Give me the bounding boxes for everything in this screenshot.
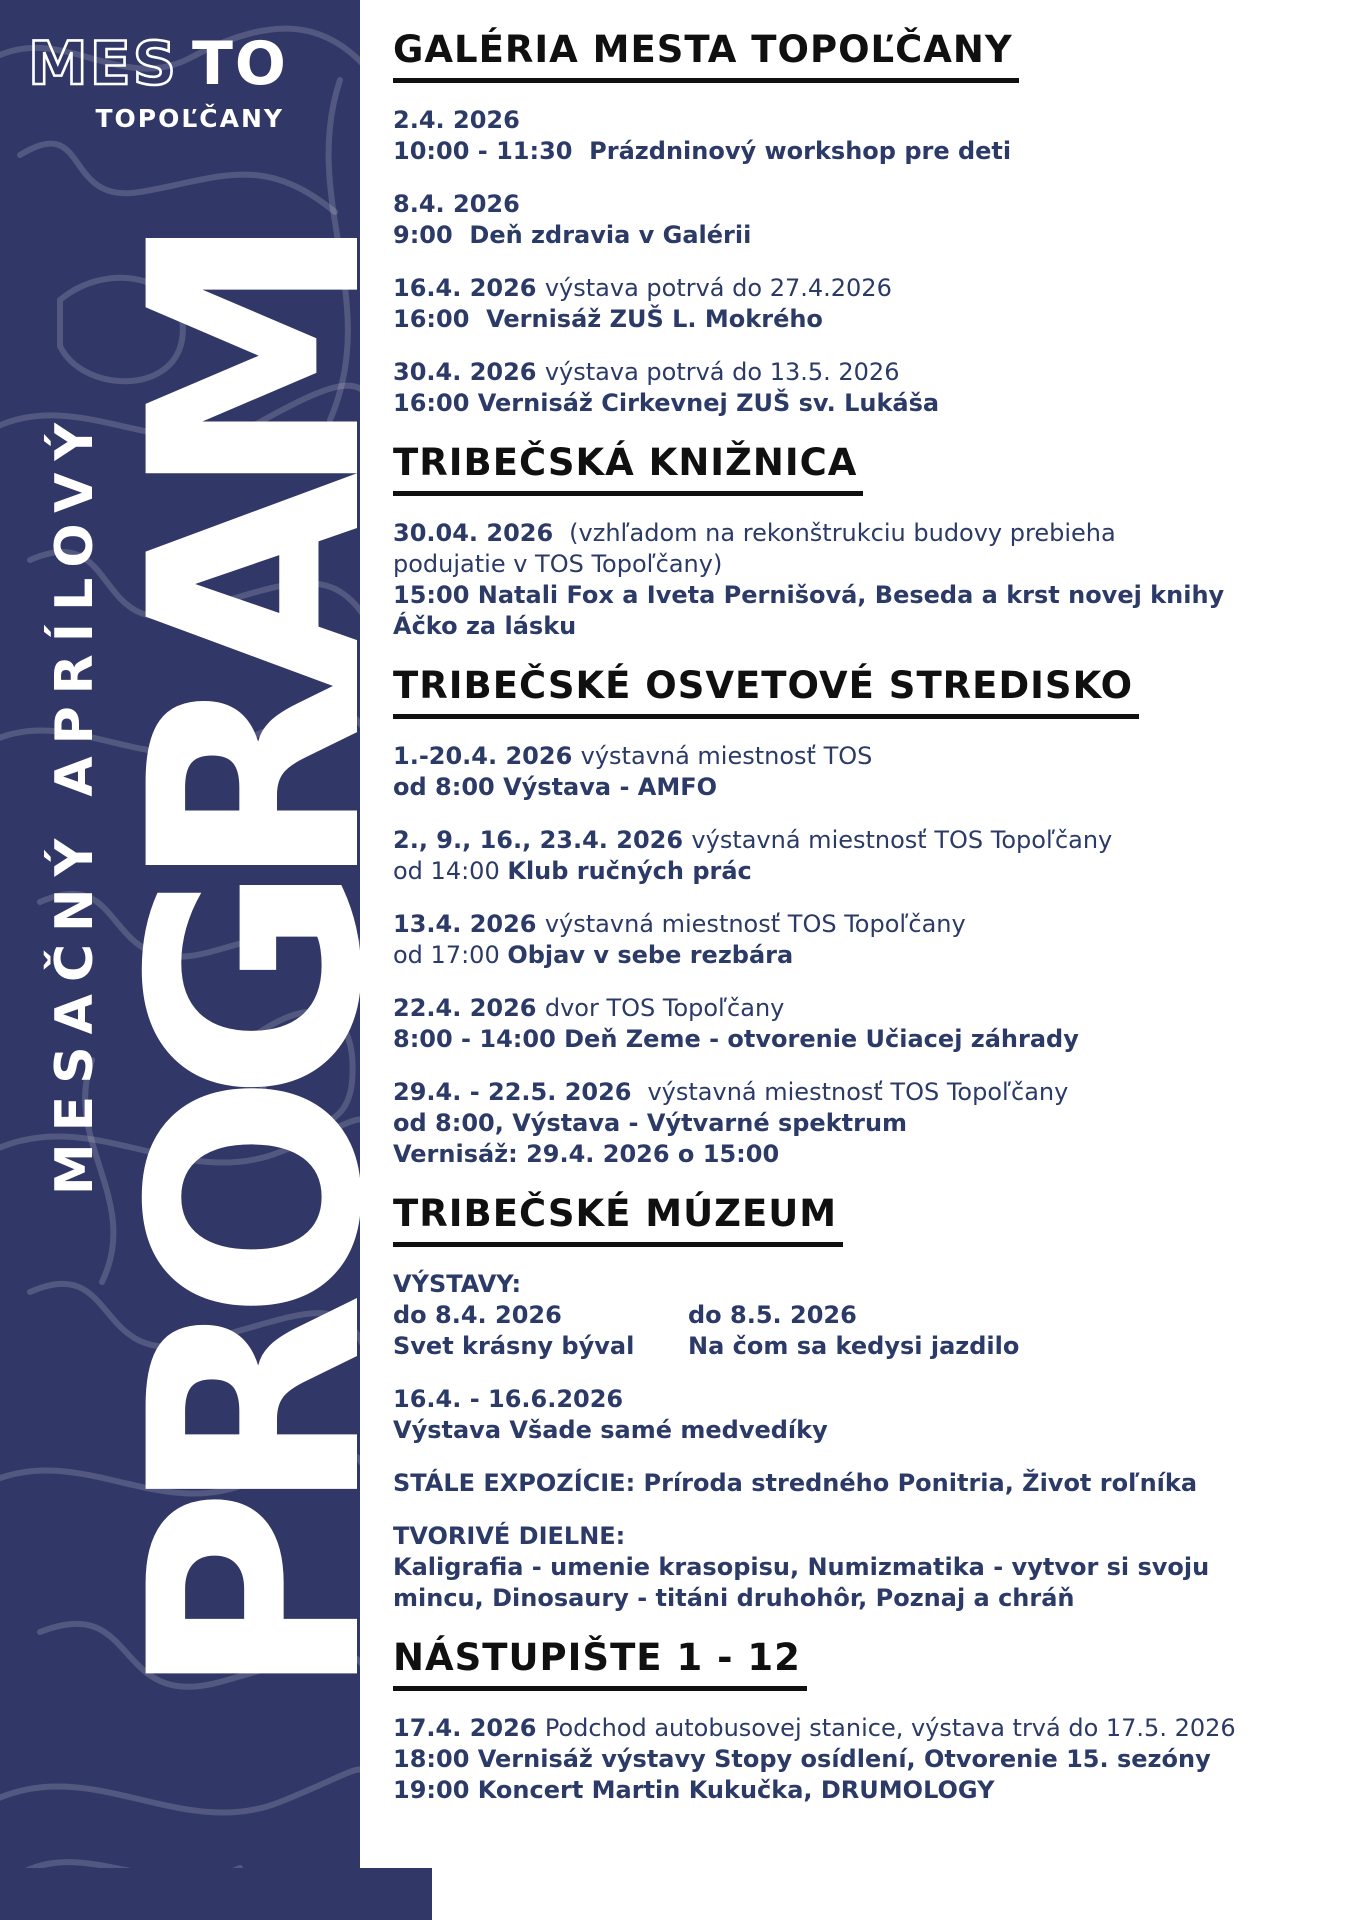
event-line xyxy=(393,1415,1337,1446)
event-text: 18:00 Vernisáž výstavy Stopy osídlení, Otvorenie 15. sezóny xyxy=(393,1745,1211,1773)
event-text: výstavná miestnosť TOS Topoľčany xyxy=(639,1078,1069,1106)
event-line xyxy=(393,909,1337,940)
event-text: 16.4. 2026 xyxy=(393,274,545,302)
event-line xyxy=(393,1108,1337,1139)
event-line xyxy=(393,580,1337,611)
event-line xyxy=(393,105,1337,136)
event-text: výstavná miestnosť TOS Topoľčany xyxy=(691,826,1113,854)
event-line xyxy=(393,1744,1337,1775)
event-text: 13.4. 2026 xyxy=(393,910,545,938)
event-line xyxy=(393,518,1337,549)
event-text: 16:00 Vernisáž ZUŠ L. Mokrého xyxy=(393,305,823,333)
event-line xyxy=(393,1713,1337,1744)
event xyxy=(393,105,1337,167)
event-text: 29.4. - 22.5. 2026 xyxy=(393,1078,640,1106)
event-column-left xyxy=(393,1300,688,1362)
event-line xyxy=(393,940,1337,971)
event-two-column xyxy=(393,1300,1337,1362)
event-text: Objav v sebe rezbára xyxy=(507,941,794,969)
event-line xyxy=(393,1139,1337,1170)
event-text: Podchod autobusovej stanice, výstava trvá do 17.5. 2026 xyxy=(544,1714,1236,1742)
event-text: 22.4. 2026 xyxy=(393,994,545,1022)
event-line xyxy=(393,1300,688,1331)
event-line xyxy=(393,611,1337,642)
event-text: TVORIVÉ DIELNE: xyxy=(393,1522,626,1550)
event-line xyxy=(393,388,1337,419)
event-text: 1.-20.4. 2026 xyxy=(393,742,581,770)
event-text: Klub ručných prác xyxy=(507,857,752,885)
event-line xyxy=(393,1077,1337,1108)
event-text: 15:00 Natali Fox a Iveta Pernišová, Beseda a krst novej knihy xyxy=(393,581,1225,609)
event-text: Na čom sa kedysi jazdilo xyxy=(688,1332,1020,1360)
event-text: 9:00 Deň zdravia v Galérii xyxy=(393,221,752,249)
event-text: od 8:00 Výstava - AMFO xyxy=(393,773,718,801)
event xyxy=(393,825,1337,887)
event-text: VÝSTAVY: xyxy=(393,1270,522,1298)
brand-city: TOPOĽČANY xyxy=(95,104,284,133)
brand-logo xyxy=(26,26,288,133)
event-line xyxy=(688,1300,1337,1331)
event-line xyxy=(393,856,1337,887)
event xyxy=(393,909,1337,971)
brand-to-solid-text: TO xyxy=(192,29,288,99)
event xyxy=(393,1384,1337,1446)
event-line xyxy=(688,1331,1337,1362)
program-section xyxy=(393,441,1337,642)
event-line xyxy=(393,772,1337,803)
event xyxy=(393,993,1337,1055)
event xyxy=(393,1077,1337,1170)
event-line xyxy=(393,1775,1337,1806)
event-line xyxy=(393,825,1337,856)
event-text: výstavná miestnosť TOS xyxy=(580,742,873,770)
event xyxy=(393,1713,1337,1806)
event-line xyxy=(393,1552,1337,1583)
event-line xyxy=(393,741,1337,772)
event-text: od 8:00, Výstava - Výtvarné spektrum xyxy=(393,1109,908,1137)
event-line xyxy=(393,1583,1337,1614)
event xyxy=(393,273,1337,335)
event-line xyxy=(393,273,1337,304)
event-text: 2., 9., 16., 23.4. 2026 xyxy=(393,826,692,854)
event-text: 30.4. 2026 xyxy=(393,358,545,386)
event-line xyxy=(393,189,1337,220)
section-heading: TRIBEČSKÉ OSVETOVÉ STREDISKO xyxy=(393,664,1139,719)
event-text: mincu, Dinosaury - titáni druhohôr, Poznaj a chráň xyxy=(393,1584,1075,1612)
program-section xyxy=(393,28,1337,419)
event-text: (vzhľadom na rekonštrukciu budovy prebieha xyxy=(561,519,1116,547)
event-text: 19:00 Koncert Martin Kukučka, DRUMOLOGY xyxy=(393,1776,995,1804)
brand-mes-outline-text: MES xyxy=(28,29,178,99)
event-line xyxy=(393,993,1337,1024)
event-line xyxy=(393,136,1337,167)
event-line xyxy=(393,1468,1337,1499)
event-line xyxy=(393,1269,1337,1300)
event-column-right xyxy=(688,1300,1337,1362)
program-section xyxy=(393,1192,1337,1614)
event-text: 8.4. 2026 xyxy=(393,190,520,218)
event-text: od 17:00 xyxy=(393,941,508,969)
event-text: 16:00 Vernisáž Cirkevnej ZUŠ sv. Lukáša xyxy=(393,389,940,417)
event-text: Svet krásny býval xyxy=(393,1332,635,1360)
event-text: výstava potrvá do 27.4.2026 xyxy=(544,274,892,302)
event-text: výstavná miestnosť TOS Topoľčany xyxy=(544,910,966,938)
event xyxy=(393,189,1337,251)
event-text: Výstava Všade samé medvedíky xyxy=(393,1416,828,1444)
vertical-title: PROGRAM xyxy=(89,239,426,1700)
section-heading: TRIBEČSKÁ KNIŽNICA xyxy=(393,441,863,496)
event-line xyxy=(393,357,1337,388)
event-text: 8:00 - 14:00 Deň Zeme - otvorenie Učiacej záhrady xyxy=(393,1025,1079,1053)
event-line xyxy=(393,304,1337,335)
event-line xyxy=(393,1331,688,1362)
event-line xyxy=(393,1521,1337,1552)
event-text: do 8.4. 2026 xyxy=(393,1301,562,1329)
event-line xyxy=(393,220,1337,251)
event-text: 16.4. - 16.6.2026 xyxy=(393,1385,624,1413)
event-text: Áčko za lásku xyxy=(393,612,577,640)
event-text: 2.4. 2026 xyxy=(393,106,520,134)
event-text: od 14:00 xyxy=(393,857,508,885)
event-line xyxy=(393,1384,1337,1415)
event-text: STÁLE EXPOZÍCIE: Príroda stredného Ponitria, Život roľníka xyxy=(393,1469,1198,1497)
band-bottom-step xyxy=(0,1868,432,1920)
event-text: dvor TOS Topoľčany xyxy=(544,994,785,1022)
section-heading: TRIBEČSKÉ MÚZEUM xyxy=(393,1192,843,1247)
event-text: Vernisáž: 29.4. 2026 o 15:00 xyxy=(393,1140,780,1168)
program-section xyxy=(393,1636,1337,1806)
section-heading: NÁSTUPIŠTE 1 - 12 xyxy=(393,1636,807,1691)
event-text: do 8.5. 2026 xyxy=(688,1301,857,1329)
brand-mesto-wordmark xyxy=(26,26,306,104)
event xyxy=(393,1521,1337,1614)
event-text: 17.4. 2026 xyxy=(393,1714,545,1742)
program-content xyxy=(393,28,1337,1828)
event xyxy=(393,1468,1337,1499)
event xyxy=(393,357,1337,419)
event xyxy=(393,1269,1337,1300)
section-heading: GALÉRIA MESTA TOPOĽČANY xyxy=(393,28,1019,83)
event-line xyxy=(393,549,1337,580)
event xyxy=(393,518,1337,642)
event-text: 30.04. 2026 xyxy=(393,519,562,547)
event xyxy=(393,741,1337,803)
event-line xyxy=(393,1024,1337,1055)
program-section xyxy=(393,664,1337,1170)
event-text: podujatie v TOS Topoľčany) xyxy=(393,550,723,578)
event-text: Kaligrafia - umenie krasopisu, Numizmatika - vytvor si svoju xyxy=(393,1553,1210,1581)
vertical-subtitle: MESAČNÝ APRÍLOVÝ xyxy=(45,410,105,1196)
event-text: 10:00 - 11:30 Prázdninový workshop pre deti xyxy=(393,137,1012,165)
event-text: výstava potrvá do 13.5. 2026 xyxy=(544,358,900,386)
